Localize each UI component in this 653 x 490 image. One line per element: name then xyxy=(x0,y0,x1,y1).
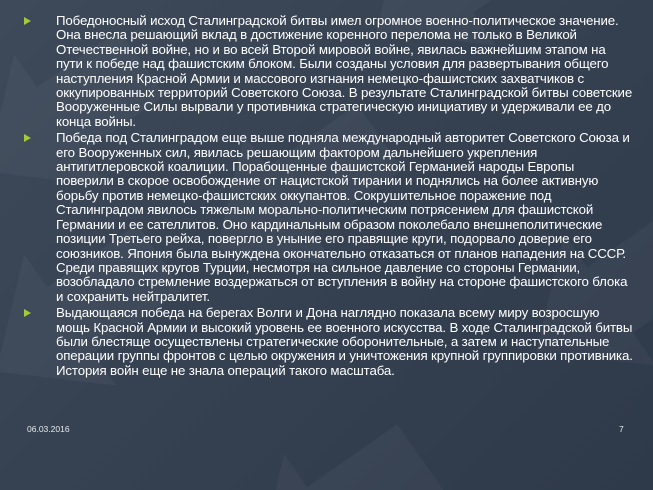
bullet-item xyxy=(20,131,635,304)
footer-page-number: 7 xyxy=(619,424,624,434)
slide-content xyxy=(20,14,635,424)
bullet-text: Победа под Сталинградом еще выше подняла международный авторитет Советского Союза и его Вооруженных сил, явилась решающим фактором дальнейшего укрепления антигитлеровской коалиции. Порабощенные фашистской Германией народы Европы поверили в скорое освобождение от нацистской тирании и поднялись на более активную борьбу против немецко-фашистских оккупантов. Сокрушительное поражение под Сталинградом явилось тяжелым морально-политическим потрясением для фашистской Германии и ее сателлитов. Оно кардинальным образом поколебало внешнеполитические позиции Третьего рейха, повергло в уныние его правящие круги, подорвало доверие его союзников. Япония была вынуждена окончательно отказаться от планов нападения на СССР. Среди правящих кругов Турции, несмотря на сильное давление со стороны Германии, возобладало стремление воздержаться от вступления в войну на стороне фашистского блока и сохранить нейтралитет. xyxy=(56,130,630,304)
bullet-item xyxy=(20,306,635,378)
bullet-item xyxy=(20,14,635,129)
bullet-text: Победоносный исход Сталинградской битвы имел огромное военно-политическое значение. Она внесла решающий вклад в достижение коренного перелома не только в Великой Отечественной войне, но и во всей Второй мировой войне, явилась важнейшим этапом на пути к победе над фашистским блоком. Были созданы условия для развертывания общего наступления Красной Армии и массового изгнания немецко-фашистских захватчиков с оккупированных территорий Советского Союза. В результате Сталинградской битвы советские Вооруженные Силы вырвали у противника стратегическую инициативу и удерживали ее до конца войны. xyxy=(56,13,633,129)
bullet-text: Выдающаяся победа на берегах Волги и Дона наглядно показала всему миру возросшую мощь Красной Армии и высокий уровень ее военного искусства. В ходе Сталинградской битвы были блестяще осуществлены стратегические оборонительные, а затем и наступательные операции группы фронтов с целью окружения и уничтожения крупной группировки противника. История войн еще не знала операций такого масштаба. xyxy=(56,305,633,378)
footer-date: 06.03.2016 xyxy=(27,424,70,434)
green-triangle-bullet-icon xyxy=(24,309,31,317)
green-triangle-bullet-icon xyxy=(24,134,31,142)
green-triangle-bullet-icon xyxy=(24,17,31,25)
